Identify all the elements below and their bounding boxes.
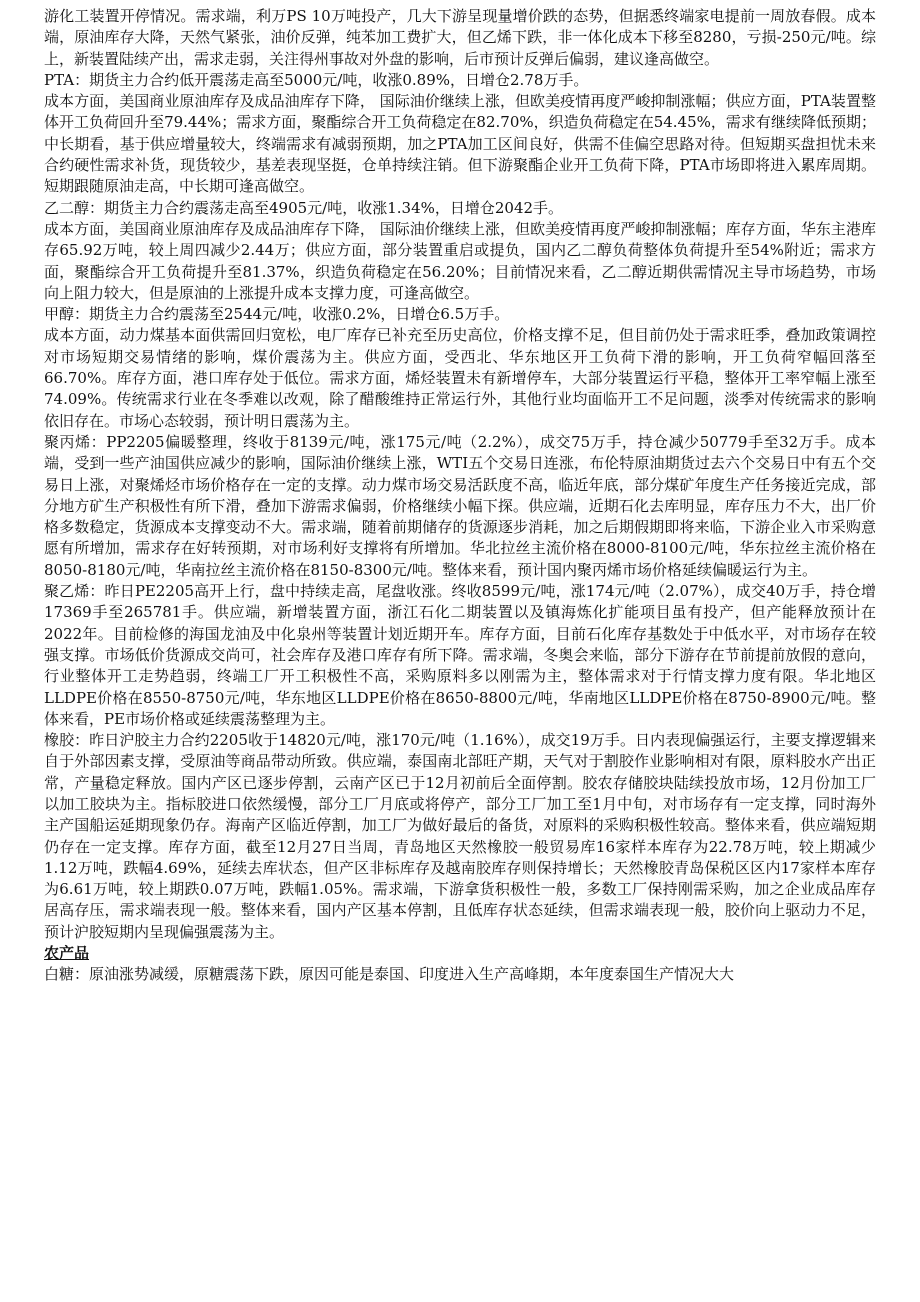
paragraph-pta-summary: PTA：期货主力合约低开震荡走高至5000元/吨，收涨0.89%，日增仓2.78万手。 bbox=[44, 70, 589, 89]
paragraph-methanol-analysis: 成本方面，动力煤基本面供需回归宽松，电厂库存已补充至历史高位，价格支撑不足，但目前仍处于需求旺季，叠加政策调控对市场短期交易情绪的影响，煤价震荡为主。供应方面，受西北、华东地区开工负荷下滑的影响，开工负荷窄幅回落至66.70%。库存方面，港口库存处于低位。需求方面，烯烃装置未有新增停车，大部分装置运行平稳，整体开工率窄幅上涨至74.09%。传统需求行业在冬季难以改观，除了醋酸维持正常运行外，其他行业均面临开工不足问题，淡季对传统需求的影响依旧存在。市场心态较弱，预计明日震荡为主。 bbox=[44, 326, 876, 430]
paragraph-methanol-summary: 甲醇：期货主力合约震荡至2544元/吨，收涨0.2%，日增仓6.5万手。 bbox=[44, 305, 510, 324]
paragraph-pta-analysis: 成本方面，美国商业原油库存及成品油库存下降， 国际油价继续上涨，但欧美疫情再度严峻抑制涨幅；供应方面，PTA装置整体开工负荷回升至79.44%；需求方面，聚酯综合开工负荷稳定在82.70%，织造负荷稳定在54.45%，需求有继续降低预期；中长期看，基于供应增量较大，终端需求有减弱预期，加之PTA加工区间良好，供需不佳偏空思路对待。但短期买盘担忧未来合约硬性需求补货，现货较少，基差表现坚挺，仓单持续注销。但下游聚酯企业开工负荷下降，PTA市场即将进入累库周期。短期跟随原油走高，中长期可逢高做空。 bbox=[44, 92, 876, 196]
paragraph-polystyrene-outlook: 游化工装置开停情况。需求端，利万PS 10万吨投产，几大下游呈现量增价跌的态势，但据悉终端家电提前一周放春假。成本端，原油库存大降，天然气紧张，油价反弹，纯苯加工费扩大，但乙烯下跌，非一体化成本下移至8280，亏损-250元/吨。综上，新装置陆续产出，需求走弱，关注得州事故对外盘的影响，后市预计反弹后偏弱，建议逢高做空。 bbox=[44, 7, 876, 68]
paragraph-sugar: 白糖：原油涨势减缓，原糖震荡下跌，原因可能是泰国、印度进入生产高峰期，本年度泰国生产情况大大 bbox=[44, 965, 735, 984]
paragraph-polyethylene: 聚乙烯：昨日PE2205高开上行，盘中持续走高，尾盘收涨。终收8599元/吨，涨174元/吨（2.07%），成交40万手，持仓增17369手至265781手。供应端，新增装置方面，浙江石化二期装置以及镇海炼化扩能项目虽有投产，但产能释放预计在2022年。目前检修的海国龙油及中化泉州等装置计划近期开车。库存方面，目前石化库存基数处于中低水平，对市场存在较强支撑。市场低价货源成交尚可，社会库存及港口库存有所下降。需求端，冬奥会来临，部分下游存在节前提前放假的意向，行业整体开工走势趋弱，终端工厂开工积极性不高，采购原料多以刚需为主，整体需求对于行情支撑力度有限。华北地区LLDPE价格在8550-8750元/吨，华东地区LLDPE价格在8650-8800元/吨，华南地区LLDPE价格在8750-8900元/吨。整体来看，PE市场价格或延续震荡整理为主。 bbox=[44, 582, 876, 728]
paragraph-polypropylene: 聚丙烯：PP2205偏暖整理，终收于8139元/吨，涨175元/吨（2.2%），成交75万手，持仓减少50779手至32万手。成本端，受到一些产油国供应减少的影响，国际油价继续上涨，WTI五个交易日连涨，布伦特原油期货过去六个交易日中有五个交易日上涨，对聚烯烃市场价格存在一定的支撑。动力煤市场交易活跃度不高，临近年底，部分煤矿年度生产任务接近完成，部分地方矿生产积极性有所下滑，叠加下游需求偏弱，价格继续小幅下探。供应端，近期石化去库明显，库存压力不大，出厂价格多数稳定，货源成本支撑变动不大。需求端，随着前期储存的货源逐步消耗，加之后期假期即将来临，下游企业入市采购意愿有所增加，需求存在好转预期，对市场利好支撑将有所增加。华北拉丝主流价格在8000-8100元/吨，华东拉丝主流价格在8050-8180元/吨，华南拉丝主流价格在8150-8300元/吨。整体来看，预计国内聚丙烯市场价格延续偏暖运行为主。 bbox=[44, 432, 876, 579]
paragraph-meg-analysis: 成本方面，美国商业原油库存及成品油库存下降， 国际油价继续上涨，但欧美疫情再度严峻抑制涨幅；库存方面，华东主港库存65.92万吨，较上周四减少2.44万；供应方面，部分装置重启或提负，国内乙二醇负荷整体负荷提升至54%附近；需求方面，聚酯综合开工负荷提升至81.37%，织造负荷稳定在56.20%；目前情况来看，乙二醇近期供需情况主导市场趋势，市场向上阻力较大，但是原油的上涨提升成本支撑力度，可逢高做空。 bbox=[44, 219, 876, 302]
paragraph-rubber: 橡胶：昨日沪胶主力合约2205收于14820元/吨，涨170元/吨（1.16%），成交19万手。日内表现偏强运行，主要支撑逻辑来自于外部因素支撑，受原油等商品带动所致。供应端，泰国南北部旺产期，天气对于割胶作业影响相对有限，原料胶水产出正常，产量稳定释放。国内产区已逐步停割，云南产区已于12月初前后全面停割。胶农存储胶块陆续投放市场，12月份加工厂以加工胶块为主。指标胶进口依然缓慢，部分工厂月底或将停产，部分工厂加工至1月中旬，对市场存有一定支撑，同时海外主产国船运延期现象仍存。海南产区临近停割，加工厂为做好最后的备货，对原料的采购积极性较高。整体来看，供应端短期仍存在一定支撑。库存方面，截至12月27日当周，青岛地区天然橡胶一般贸易库16家样本库存为22.78万吨，较上期减少1.12万吨，跌幅4.69%，延续去库状态，但产区非标库存及越南胶库存则保持增长；天然橡胶青岛保税区区内17家样本库存为6.61万吨，较上期跌0.07万吨，跌幅1.05%。需求端，下游拿货积极性一般，多数工厂保持刚需采购，加之企业成品库存居高存压，需求端表现一般。整体来看，国内产区基本停割，且低库存状态延续，但需求端表现一般，胶价向上驱动力不足，预计沪胶短期内呈现偏强震荡为主。 bbox=[44, 731, 876, 941]
section-heading-agriculture: 农产品 bbox=[44, 944, 90, 963]
paragraph-meg-summary: 乙二醇：期货主力合约震荡走高至4905元/吨，收涨1.34%，日增仓2042手。 bbox=[44, 198, 564, 217]
